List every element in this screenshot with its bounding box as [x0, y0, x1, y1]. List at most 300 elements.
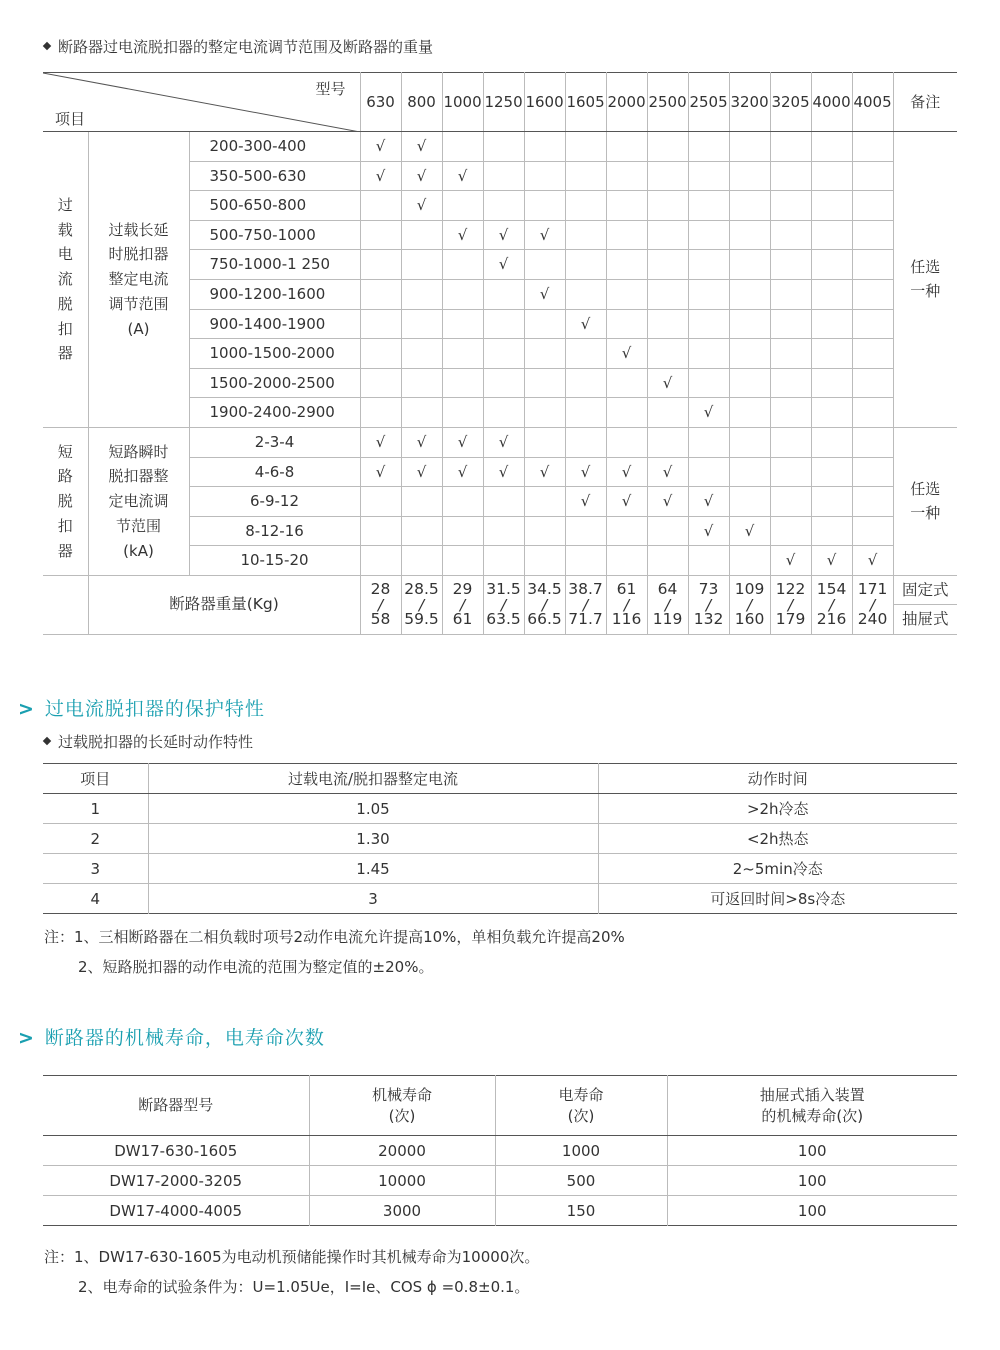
weight-label-cell: 断路器重量(Kg) [88, 575, 360, 634]
range-cell: 1500-2000-2500 [189, 368, 360, 398]
table2-cell: 2 [43, 824, 148, 854]
check-cell [647, 339, 688, 369]
weight-cell [729, 575, 770, 634]
check-cell [688, 427, 729, 457]
check-cell: √ [647, 487, 688, 517]
check-cell [360, 220, 401, 250]
table3-cell: 100 [667, 1196, 957, 1226]
weight-cell [524, 575, 565, 634]
section-life-title-text: 断路器的机械寿命，电寿命次数 [44, 1027, 325, 1049]
weight-type-cell [893, 575, 957, 634]
model-header-cell: 2500 [647, 73, 688, 132]
check-cell [606, 368, 647, 398]
table2-cell: 1.30 [148, 824, 598, 854]
check-cell [524, 516, 565, 546]
check-cell: √ [688, 516, 729, 546]
weight-fixed-value: 109 [734, 579, 765, 598]
check-cell [647, 161, 688, 191]
remark-header-cell: 备注 [893, 73, 957, 132]
check-cell [442, 339, 483, 369]
check-cell [811, 220, 852, 250]
table3-header-cell: 断路器型号 [43, 1076, 309, 1136]
model-header-cell: 1250 [483, 73, 524, 132]
weight-drawer-value: 116 [611, 610, 642, 629]
corner-item-label: 项目 [55, 109, 86, 128]
table1-header-row [43, 73, 957, 132]
table2-cell: 1.05 [148, 794, 598, 824]
check-cell [811, 191, 852, 221]
check-cell [852, 487, 893, 517]
weight-cell [442, 575, 483, 634]
weight-fixed-value: 154 [816, 579, 847, 598]
model-header-cell: 800 [401, 73, 442, 132]
check-cell: √ [606, 487, 647, 517]
check-cell [729, 487, 770, 517]
check-cell [483, 546, 524, 576]
check-cell [483, 368, 524, 398]
check-cell [360, 368, 401, 398]
check-cell [606, 132, 647, 162]
check-cell [360, 279, 401, 309]
check-cell: √ [442, 457, 483, 487]
check-cell: √ [852, 546, 893, 576]
check-cell [606, 309, 647, 339]
model-header-cell: 630 [360, 73, 401, 132]
model-header-cell: 4005 [852, 73, 893, 132]
weight-separator: / [582, 595, 589, 614]
setting-row [43, 427, 957, 457]
weight-drawer-value: 58 [370, 610, 391, 629]
check-cell [811, 339, 852, 369]
subgroup-label-cell: 短路瞬时 脱扣器整 定电流调 节范围 (kA) [88, 427, 189, 575]
check-cell [811, 368, 852, 398]
check-cell [770, 250, 811, 280]
check-cell [565, 220, 606, 250]
check-cell [770, 132, 811, 162]
weight-cell [401, 575, 442, 634]
weight-cell [606, 575, 647, 634]
check-cell [852, 161, 893, 191]
check-cell [729, 457, 770, 487]
range-cell: 4-6-8 [189, 457, 360, 487]
check-cell [729, 339, 770, 369]
table2-header-row [43, 764, 957, 794]
check-cell: √ [360, 427, 401, 457]
table3-header-cell: 抽屉式插入装置 的机械寿命(次) [667, 1076, 957, 1136]
check-cell [524, 161, 565, 191]
check-cell [770, 309, 811, 339]
check-cell [360, 546, 401, 576]
check-cell [524, 132, 565, 162]
check-cell [401, 309, 442, 339]
check-cell [729, 398, 770, 428]
weight-drawer-value: 132 [693, 610, 724, 629]
setting-range-table [43, 72, 957, 635]
check-cell [442, 191, 483, 221]
check-cell [606, 279, 647, 309]
check-cell [401, 487, 442, 517]
model-header-cell: 3200 [729, 73, 770, 132]
weight-drawer-value: 63.5 [486, 610, 521, 629]
chevron-right-icon: > [18, 1027, 35, 1049]
check-cell [852, 132, 893, 162]
check-cell [647, 398, 688, 428]
check-cell [606, 191, 647, 221]
check-cell [565, 279, 606, 309]
range-cell: 8-12-16 [189, 516, 360, 546]
range-cell: 500-650-800 [189, 191, 360, 221]
check-cell [442, 546, 483, 576]
check-cell [524, 339, 565, 369]
table3-cell: 1000 [495, 1136, 667, 1166]
check-cell [852, 398, 893, 428]
check-cell [770, 516, 811, 546]
check-cell [729, 191, 770, 221]
check-cell [770, 161, 811, 191]
check-cell [852, 279, 893, 309]
section-protection-title [18, 694, 265, 721]
check-cell [565, 368, 606, 398]
long-delay-table [43, 763, 957, 914]
check-cell [647, 132, 688, 162]
check-cell [606, 516, 647, 546]
check-cell [565, 427, 606, 457]
diamond-bullet-icon [43, 736, 51, 744]
remark-cell: 任选 一种 [893, 427, 957, 575]
check-cell: √ [483, 220, 524, 250]
check-cell [729, 309, 770, 339]
check-cell [647, 191, 688, 221]
weight-drawer-label: 抽屉式 [902, 609, 949, 628]
weight-separator: / [828, 595, 835, 614]
weight-fixed-value: 171 [857, 579, 888, 598]
check-cell [729, 161, 770, 191]
weight-drawer-value: 240 [857, 610, 888, 629]
check-cell [565, 516, 606, 546]
table3-cell: DW17-2000-3205 [43, 1166, 309, 1196]
check-cell [401, 220, 442, 250]
check-cell [770, 191, 811, 221]
table3-cell: 20000 [309, 1136, 495, 1166]
check-cell: √ [565, 309, 606, 339]
check-cell [565, 132, 606, 162]
check-cell [811, 427, 852, 457]
table-row [43, 794, 957, 824]
range-cell: 900-1400-1900 [189, 309, 360, 339]
check-cell [770, 220, 811, 250]
remark-cell: 任选 一种 [893, 132, 957, 428]
weight-separator: / [746, 595, 753, 614]
weight-row [43, 575, 957, 634]
weight-fixed-value: 64 [657, 579, 678, 598]
check-cell: √ [729, 516, 770, 546]
check-cell [688, 457, 729, 487]
check-cell [647, 279, 688, 309]
check-cell [811, 279, 852, 309]
group-label-cell: 短 路 脱 扣 器 [43, 427, 88, 575]
check-cell: √ [442, 427, 483, 457]
check-cell [729, 250, 770, 280]
table2-cell: >2h冷态 [598, 794, 957, 824]
check-cell [401, 546, 442, 576]
weight-fixed-value: 28 [370, 579, 391, 598]
subgroup-label-cell: 过载长延 时脱扣器 整定电流 调节范围 (A) [88, 132, 189, 428]
weight-fixed-value: 73 [698, 579, 719, 598]
check-cell [401, 279, 442, 309]
check-cell: √ [647, 457, 688, 487]
setting-row [43, 132, 957, 162]
weight-cell [811, 575, 852, 634]
check-cell: √ [401, 161, 442, 191]
check-cell [401, 368, 442, 398]
check-cell: √ [442, 220, 483, 250]
protection-note-2: 2、短路脱扣器的动作电流的范围为整定值的±20%。 [78, 958, 434, 976]
protection-note-1: 注：1、三相断路器在二相负载时项号2动作电流允许提高10%，单相负载允许提高20% [44, 928, 625, 946]
check-cell: √ [483, 457, 524, 487]
weight-drawer-value: 66.5 [527, 610, 562, 629]
weight-separator: / [500, 595, 507, 614]
check-cell [442, 368, 483, 398]
model-header-cell: 2000 [606, 73, 647, 132]
check-cell [360, 191, 401, 221]
diamond-bullet-icon [43, 41, 51, 49]
table-row [43, 824, 957, 854]
weight-drawer-value: 61 [452, 610, 473, 629]
weight-separator: / [418, 595, 425, 614]
check-cell [360, 309, 401, 339]
check-cell [852, 368, 893, 398]
check-cell: √ [524, 279, 565, 309]
table1-title-text: 断路器过电流脱扣器的整定电流调节范围及断路器的重量 [58, 38, 434, 56]
check-cell [483, 487, 524, 517]
model-header-cell: 2505 [688, 73, 729, 132]
table2-header-cell: 动作时间 [598, 764, 957, 794]
range-cell: 900-1200-1600 [189, 279, 360, 309]
model-header-cell: 1000 [442, 73, 483, 132]
check-cell [647, 516, 688, 546]
weight-fixed-value: 34.5 [527, 579, 562, 598]
check-cell [483, 132, 524, 162]
weight-drawer-value: 160 [734, 610, 765, 629]
check-cell [524, 309, 565, 339]
check-cell [606, 161, 647, 191]
table2-cell: 3 [148, 884, 598, 914]
weight-cell [647, 575, 688, 634]
check-cell: √ [606, 339, 647, 369]
check-cell [647, 546, 688, 576]
table2-header-cell: 过载电流/脱扣器整定电流 [148, 764, 598, 794]
check-cell [729, 132, 770, 162]
table2-cell: 4 [43, 884, 148, 914]
check-cell [852, 250, 893, 280]
check-cell [360, 487, 401, 517]
check-cell: √ [565, 487, 606, 517]
check-cell [688, 250, 729, 280]
check-cell [647, 250, 688, 280]
check-cell [401, 250, 442, 280]
check-cell [688, 368, 729, 398]
check-cell [647, 309, 688, 339]
table3-cell: 100 [667, 1166, 957, 1196]
range-cell: 2-3-4 [189, 427, 360, 457]
check-cell: √ [360, 161, 401, 191]
check-cell [401, 339, 442, 369]
table-row [43, 1196, 957, 1226]
check-cell [524, 191, 565, 221]
range-cell: 500-750-1000 [189, 220, 360, 250]
table2-header-cell: 项目 [43, 764, 148, 794]
check-cell [852, 220, 893, 250]
check-cell: √ [688, 398, 729, 428]
weight-cell [565, 575, 606, 634]
table2-cell: 1.45 [148, 854, 598, 884]
corner-model-label: 型号 [315, 80, 346, 98]
check-cell [524, 487, 565, 517]
weight-fixed-label: 固定式 [894, 576, 958, 605]
check-cell [729, 368, 770, 398]
check-cell [688, 309, 729, 339]
check-cell [811, 457, 852, 487]
check-cell [852, 427, 893, 457]
table2-cell: <2h热态 [598, 824, 957, 854]
check-cell: √ [401, 457, 442, 487]
check-cell [770, 487, 811, 517]
model-header-cell: 3205 [770, 73, 811, 132]
range-cell: 750-1000-1 250 [189, 250, 360, 280]
table3-header-cell: 机械寿命 (次) [309, 1076, 495, 1136]
check-cell [811, 398, 852, 428]
model-header-cell: 1605 [565, 73, 606, 132]
weight-cell [770, 575, 811, 634]
check-cell [360, 250, 401, 280]
model-header-cell: 1600 [524, 73, 565, 132]
check-cell [770, 368, 811, 398]
weight-drawer-value: 179 [775, 610, 806, 629]
weight-fixed-value: 31.5 [486, 579, 521, 598]
check-cell [524, 368, 565, 398]
check-cell [442, 487, 483, 517]
check-cell [442, 309, 483, 339]
check-cell [442, 516, 483, 546]
range-cell: 6-9-12 [189, 487, 360, 517]
check-cell [688, 220, 729, 250]
check-cell [852, 339, 893, 369]
table3-cell: 150 [495, 1196, 667, 1226]
table3-cell: 10000 [309, 1166, 495, 1196]
life-note-2: 2、电寿命的试验条件为：U=1.05Ue，I=Ie、COS ϕ =0.8±0.1。 [78, 1278, 530, 1296]
life-note-1: 注：1、DW17-630-1605为电动机预储能操作时其机械寿命为10000次。 [44, 1248, 540, 1266]
check-cell [647, 220, 688, 250]
check-cell [852, 309, 893, 339]
check-cell [811, 487, 852, 517]
check-cell [565, 398, 606, 428]
check-cell [442, 132, 483, 162]
table2-cell: 3 [43, 854, 148, 884]
check-cell [770, 427, 811, 457]
check-cell: √ [811, 546, 852, 576]
range-cell: 1000-1500-2000 [189, 339, 360, 369]
weight-fixed-value: 28.5 [404, 579, 439, 598]
check-cell: √ [401, 191, 442, 221]
check-cell [606, 546, 647, 576]
check-cell: √ [524, 457, 565, 487]
check-cell [360, 516, 401, 546]
life-table [43, 1075, 957, 1226]
check-cell [565, 339, 606, 369]
table3-cell: DW17-630-1605 [43, 1136, 309, 1166]
weight-fixed-value: 61 [616, 579, 637, 598]
check-cell [852, 457, 893, 487]
section-protection-title-text: 过电流脱扣器的保护特性 [44, 698, 265, 720]
check-cell [729, 220, 770, 250]
weight-separator: / [541, 595, 548, 614]
check-cell [565, 161, 606, 191]
table3-cell: 3000 [309, 1196, 495, 1226]
model-header-cell: 4000 [811, 73, 852, 132]
table2-subtitle [44, 731, 253, 752]
check-cell [647, 427, 688, 457]
check-cell: √ [770, 546, 811, 576]
check-cell [606, 398, 647, 428]
range-cell: 200-300-400 [189, 132, 360, 162]
check-cell: √ [483, 250, 524, 280]
check-cell [729, 546, 770, 576]
check-cell [729, 427, 770, 457]
weight-separator: / [869, 595, 876, 614]
check-cell [606, 427, 647, 457]
weight-fixed-value: 122 [775, 579, 806, 598]
check-cell [483, 339, 524, 369]
table-row [43, 1136, 957, 1166]
check-cell [811, 250, 852, 280]
weight-drawer-value: 59.5 [404, 610, 439, 629]
weight-blank-cell [43, 575, 88, 634]
weight-separator: / [459, 595, 466, 614]
check-cell: √ [565, 457, 606, 487]
check-cell: √ [524, 220, 565, 250]
table1-title [44, 36, 433, 57]
check-cell [524, 546, 565, 576]
table-row [43, 854, 957, 884]
check-cell [770, 279, 811, 309]
check-cell [483, 161, 524, 191]
check-cell [483, 279, 524, 309]
range-cell: 1900-2400-2900 [189, 398, 360, 428]
table2-cell: 2~5min冷态 [598, 854, 957, 884]
check-cell [688, 339, 729, 369]
check-cell [688, 132, 729, 162]
check-cell [688, 546, 729, 576]
check-cell: √ [606, 457, 647, 487]
check-cell: √ [360, 132, 401, 162]
check-cell [524, 427, 565, 457]
table3-header-cell: 电寿命 (次) [495, 1076, 667, 1136]
check-cell [811, 132, 852, 162]
weight-fixed-value: 38.7 [568, 579, 603, 598]
table3-cell: 100 [667, 1136, 957, 1166]
check-cell [852, 516, 893, 546]
check-cell [483, 398, 524, 428]
weight-separator: / [623, 595, 630, 614]
check-cell [360, 398, 401, 428]
weight-cell [688, 575, 729, 634]
check-cell [524, 250, 565, 280]
weight-fixed-value: 29 [452, 579, 473, 598]
header-corner-cell [43, 73, 360, 132]
weight-separator: / [705, 595, 712, 614]
table-row [43, 1166, 957, 1196]
check-cell [852, 191, 893, 221]
